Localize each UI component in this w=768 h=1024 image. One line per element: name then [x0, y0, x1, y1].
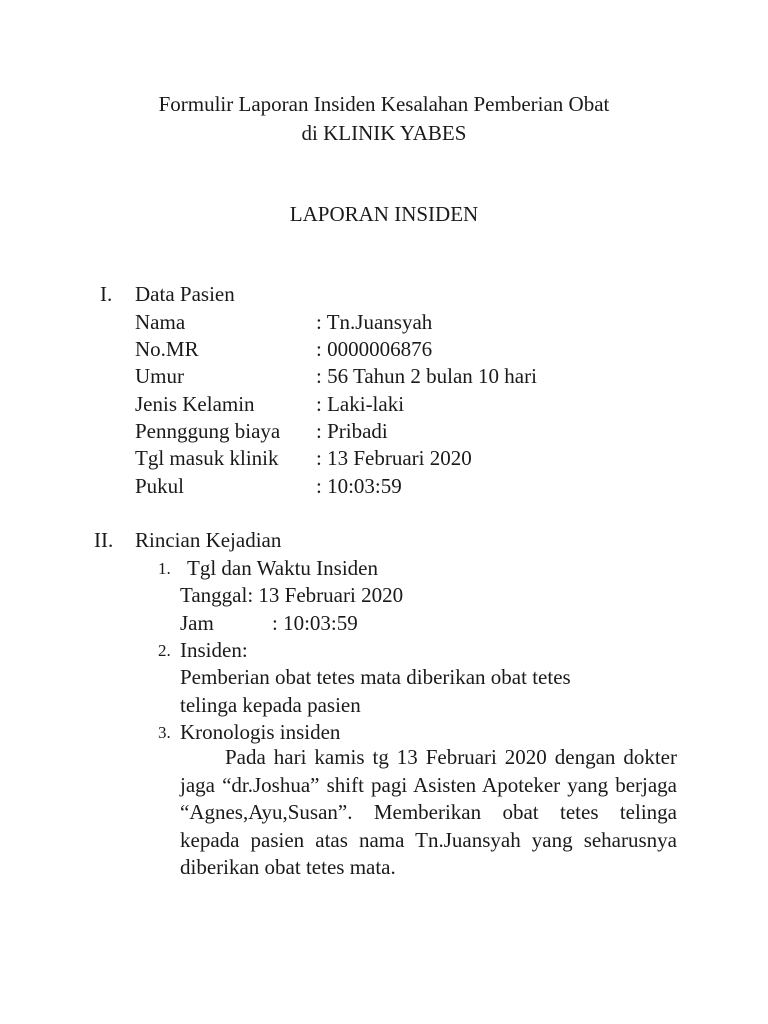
item-3-number: 3. [158, 723, 171, 742]
item-2-number: 2. [158, 641, 171, 660]
item-3-title: Kronologis insiden [180, 720, 341, 744]
field-value: : 10:03:59 [316, 474, 402, 498]
section-1-heading: Data Pasien [135, 282, 235, 306]
incident-time-value: : 10:03:59 [272, 611, 358, 635]
item-1-title: Tgl dan Waktu Insiden [187, 556, 378, 580]
field-value: : Laki-laki [316, 392, 405, 416]
field-label: Tgl masuk klinik [135, 446, 279, 470]
chronology-text: Pada hari kamis tg 13 Februari 2020 dengan dokter jaga “dr.Joshua” shift pagi Asisten Apoteker yang berjaga “Agnes,Ayu,Susan”. Memberikan obat tetes telinga kepada pasien atas nama Tn.Juansyah yang seharusnya diberikan obat tetes mata. [180, 745, 677, 880]
field-value: : 0000006876 [316, 337, 433, 361]
field-value: : Tn.Juansyah [316, 310, 433, 334]
section-2-numeral: II. [94, 528, 114, 552]
field-label: Nama [135, 310, 186, 334]
incident-description-line-2: telinga kepada pasien [180, 693, 361, 717]
incident-description-line-1: Pemberian obat tetes mata diberikan obat tetes [180, 665, 571, 689]
item-2-title: Insiden: [180, 638, 248, 662]
chronology-paragraph [180, 744, 677, 882]
field-label: No.MR [135, 337, 199, 361]
field-label: Umur [135, 364, 184, 388]
incident-time-label: Jam [180, 611, 214, 635]
section-2-heading: Rincian Kejadian [135, 528, 282, 552]
report-subtitle: LAPORAN INSIDEN [289, 202, 479, 226]
item-1-number: 1. [158, 559, 171, 578]
section-1-numeral: I. [100, 282, 113, 306]
field-label: Pukul [135, 474, 185, 498]
title-line-2: di KLINIK YABES [301, 121, 467, 145]
title-line-1: Formulir Laporan Insiden Kesalahan Pemberian Obat [158, 92, 610, 116]
incident-date: Tanggal: 13 Februari 2020 [180, 583, 404, 607]
field-label: Jenis Kelamin [135, 392, 255, 416]
field-value: : 56 Tahun 2 bulan 10 hari [316, 364, 537, 388]
field-value: : Pribadi [316, 419, 388, 443]
field-label: Pennggung biaya [135, 419, 281, 443]
field-value: : 13 Februari 2020 [316, 446, 472, 470]
